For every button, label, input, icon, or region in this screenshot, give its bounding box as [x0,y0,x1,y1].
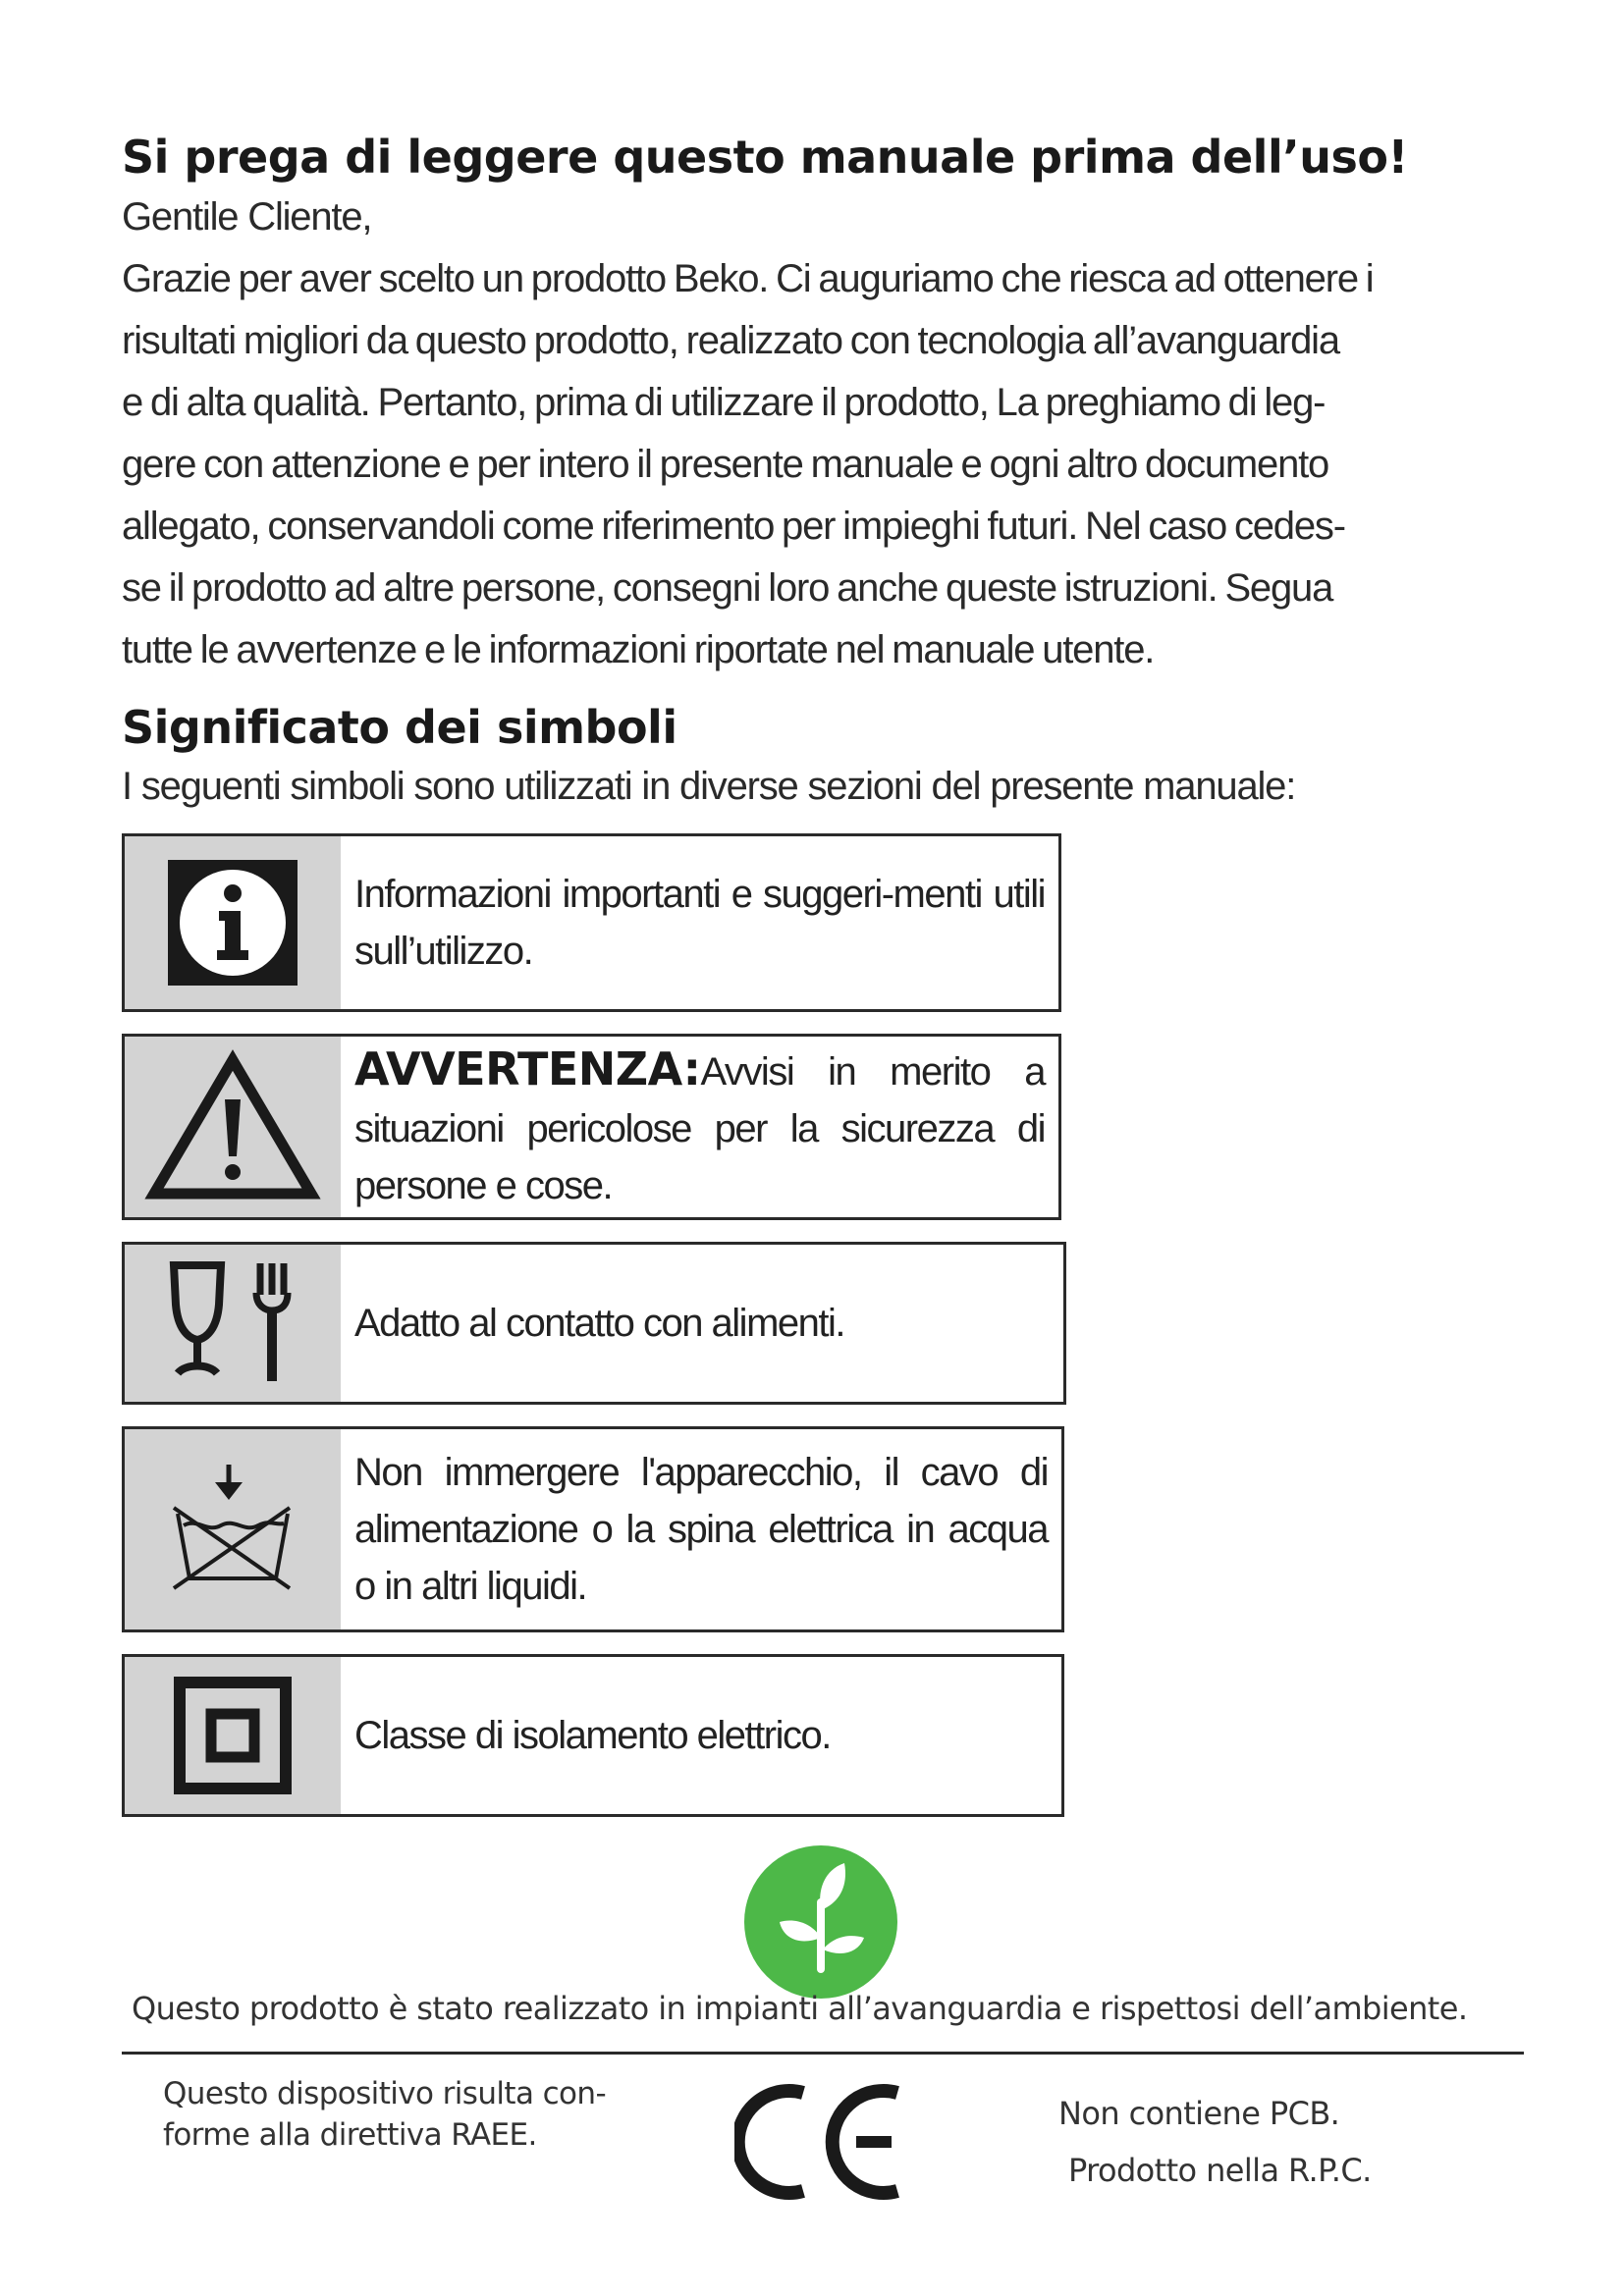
symbol-row-info [122,833,1061,1012]
pcb-line: Non contiene PCB. [1058,2095,1340,2132]
no-immersion-icon [164,1461,301,1598]
intro-line: e di alta qualità. Pertanto, prima di utilizzare il prodotto, La preghiamo di leg- [122,381,1326,424]
symbol-text: Adatto al contatto con alimenti. [354,1302,844,1345]
divider [122,2052,1524,2055]
symbol-text: Informazioni importanti e suggeri-menti utili sull’utilizzo. [354,873,1045,973]
intro-line: tutte le avvertenze e le informazioni riportate nel manuale utente. [122,628,1155,671]
symbols-heading: Significato dei simboli [122,701,677,754]
warning-label: AVVERTENZA: [354,1041,701,1095]
origin-line: Prodotto nella R.P.C. [1068,2152,1372,2189]
symbols-lead: I seguenti simboli sono utilizzati in diverse sezioni del presente manuale: [122,765,1296,808]
eco-statement: Questo prodotto è stato realizzato in impianti all’avanguardia e rispettosi dell’ambiente. [132,1990,1468,2027]
intro-paragraph [122,248,1526,681]
double-insulation-icon [174,1677,292,1794]
ce-mark-icon [734,2079,907,2205]
warning-text: Avvisi in merito a situazioni pericolose per la sicurezza di persone e cose. [354,1049,1045,1207]
pcb-statement [1058,2085,1451,2199]
eco-leaf-icon [742,1843,899,2001]
info-icon [168,860,298,986]
symbol-row-food [122,1242,1066,1405]
intro-line: allegato, conservandoli come riferimento per impieghi futuri. Nel caso cedes- [122,505,1345,548]
manual-page [122,128,1526,1839]
intro-line: se il prodotto ad altre persone, consegni loro anche queste istruzioni. Segua [122,566,1333,610]
symbol-row-warning [122,1034,1061,1220]
symbol-text: Classe di isolamento elettrico. [354,1714,831,1757]
symbol-row-no-immersion [122,1426,1064,1632]
raee-line: forme alla direttiva RAEE. [163,2117,537,2153]
intro-line: gere con attenzione e per intero il presente manuale e ogni altro documento [122,443,1329,486]
symbol-text: Non immergere l'apparecchio, il cavo di alimentazione o la spina elettrica in acqua o in altri liquidi. [354,1451,1048,1608]
food-contact-icon [164,1259,301,1387]
intro-line: risultati migliori da questo prodotto, realizzato con tecnologia all’avanguardia [122,319,1339,362]
symbol-icon-cell [125,1429,341,1629]
intro-line: Grazie per aver scelto un prodotto Beko. Ci auguriamo che riesca ad ottenere i [122,257,1374,300]
symbol-row-insulation [122,1654,1064,1817]
raee-line: Questo dispositivo risulta con- [163,2076,607,2111]
greeting: Gentile Cliente, [122,195,372,239]
symbol-icon-cell [125,1245,341,1402]
symbol-icon-cell [125,836,341,1009]
warning-icon [144,1048,321,1205]
symbols-table [122,833,1061,1817]
symbol-text [341,1037,1058,1217]
page-title: Si prega di leggere questo manuale prima dell’uso! [122,131,1408,184]
symbol-icon-cell [125,1037,341,1217]
raee-statement [163,2073,674,2156]
symbol-icon-cell [125,1657,341,1814]
